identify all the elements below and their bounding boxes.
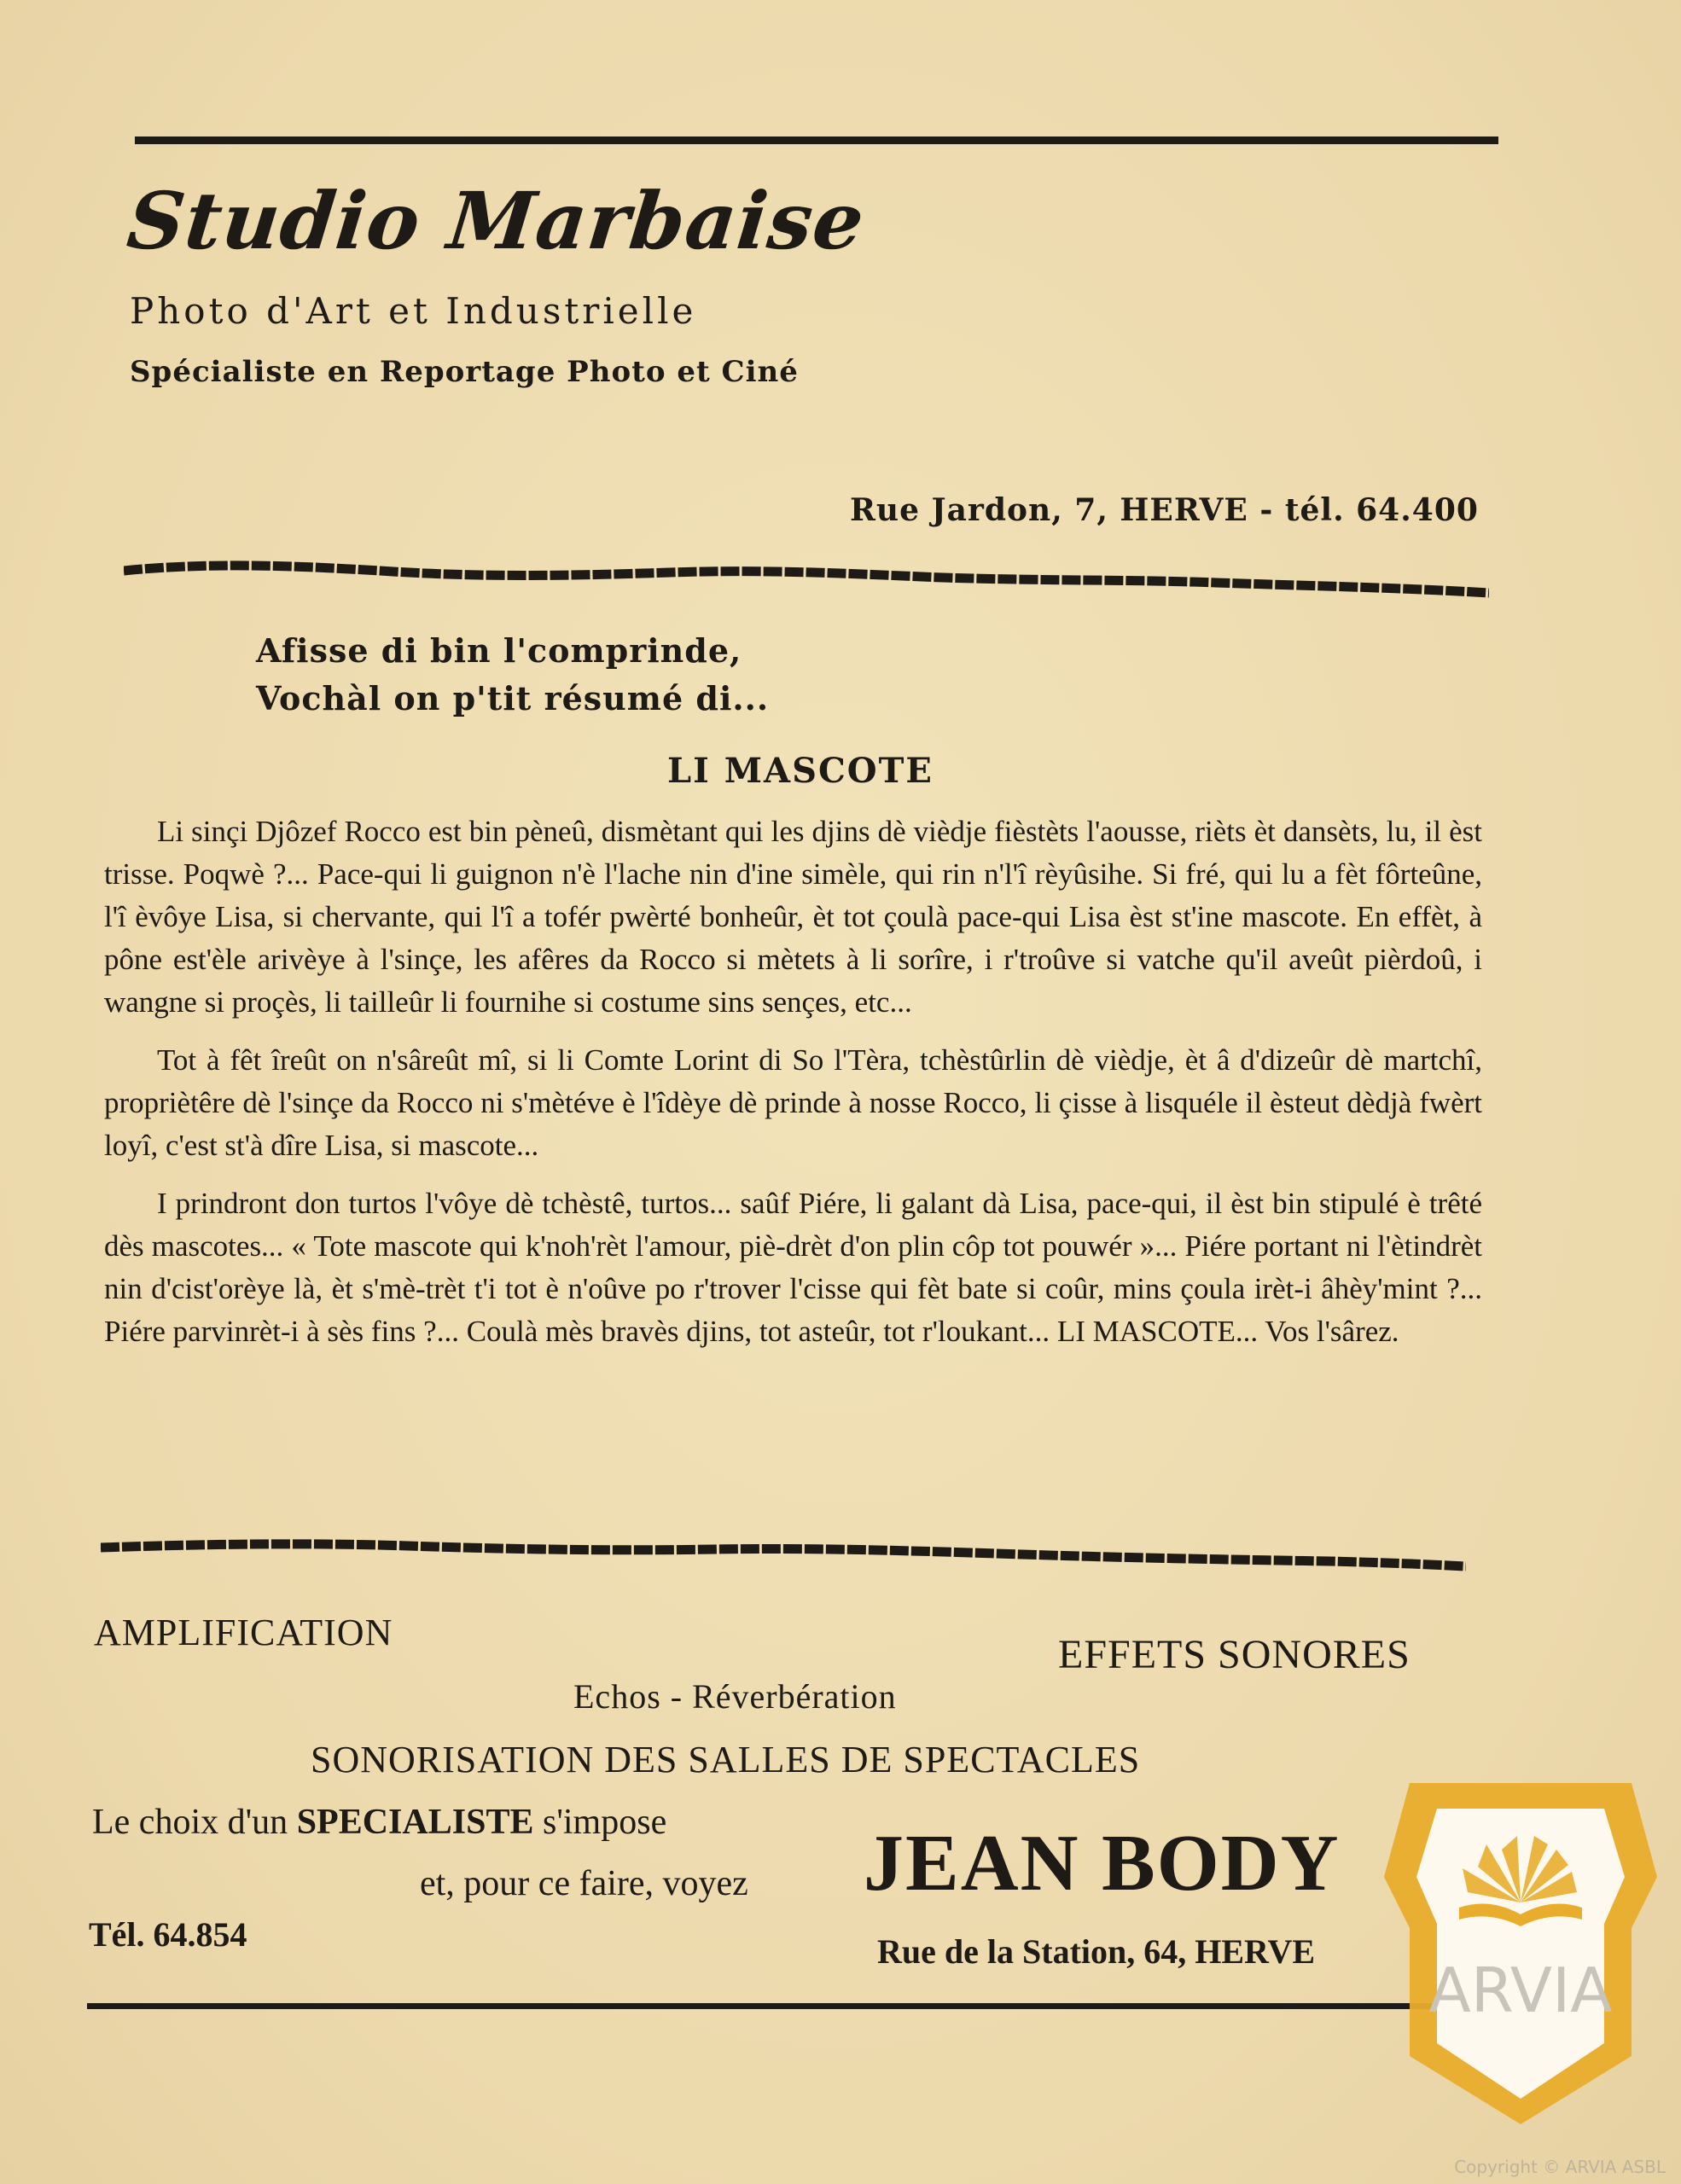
amplification-heading: AMPLIFICATION <box>94 1612 393 1653</box>
arvia-logo <box>1367 1783 1674 2124</box>
sound-phone: Tél. 64.854 <box>89 1915 247 1954</box>
studio-name: Studio Marbaise <box>123 175 870 267</box>
story-title: LI MASCOTE <box>667 751 934 791</box>
paragraph-1: Li sinçi Djôzef Rocco est bin pèneû, dismètant qui les djins dè vièdje fièstèts l'aousse, rièts èt dansèts, lu, il èst trisse. Poqwè ?... Pace-qui li guignon n'è l'lache nin d'ine simèle, qui rin n'l'î rèyûsihe. Si fré, qui lu a fèt fôrteûne, l'î èvôye Lisa, si chervante, qui l'î a tofér pwèrté bonheûr, èt tot çoulà pace-qui Lisa èst st'ine mascote. En effèt, à pône est'èle arivèye à l'sinçe, les afêres da Rocco si mètets à li sorîre, i r'troûve si vatche qu'il aveût pièrdoû, i wangne si proçès, li tailleûr li fournihe si costume sins sençes, etc... <box>104 815 1482 1019</box>
copyright-note: Copyright © ARVIA ASBL <box>1454 2157 1666 2177</box>
paragraph-2: Tot à fêt îreût on n'sâreût mî, si li Comte Lorint di So l'Tèra, tchèstûrlin dè vièdje, èt â d'dizeûr dè martchî, propriètêre dè l'sinçe da Rocco ni s'mètéve è l'îdèye dè prinde à nosse Rocco, li çisse à lisquéle il èsteut dèdjà fwèrt loyî, c'est st'à dîre Lisa, si mascote... <box>104 1043 1482 1162</box>
studio-address: Rue Jardon, 7, HERVE - tél. 64.400 <box>850 492 1479 528</box>
studio-specialty: Spécialiste en Reportage Photo et Ciné <box>130 355 799 389</box>
specialist-word: SPECIALISTE <box>296 1803 534 1842</box>
story-body <box>104 810 1482 1368</box>
echos-line: Echos - Réverbération <box>573 1677 897 1716</box>
sound-address: Rue de la Station, 64, HERVE <box>877 1932 1316 1971</box>
specialist-line <box>92 1802 666 1843</box>
effets-sonores-heading: EFFETS SONORES <box>1058 1632 1411 1677</box>
wavy-divider-bottom <box>101 1536 1466 1578</box>
studio-subtitle: Photo d'Art et Industrielle <box>130 290 697 332</box>
bottom-rule <box>87 2003 1447 2009</box>
sonorisation-line: SONORISATION DES SALLES DE SPECTACLES <box>311 1739 1141 1780</box>
specialist-prefix: Le choix d'un <box>92 1803 297 1842</box>
wavy-divider-top <box>124 559 1489 601</box>
top-rule <box>135 136 1498 144</box>
jean-body-name: JEAN BODY <box>864 1819 1341 1908</box>
voyez-line: et, pour ce faire, voyez <box>420 1864 748 1903</box>
paragraph-3: I prindront don turtos l'vôye dè tchèstê, turtos... saûf Piére, li galant dà Lisa, pace-qui, il èst bin stipulé è trêté dès mascotes... « Tote mascote qui k'noh'rèt l'amour, piè-drèt d'on plin côp tot pouwér »... Piére portant ni l'ètindrèt nin d'cist'orèye là, èt s'mè-trèt t'i tot è n'oûve po r'trover l'cisse qui fèt bate si coûr, mins çoula irèt-i âhèy'mint ?... Piére parvinrèt-i à sès fins ?... Coulà mès bravès djins, tot asteûr, tot r'loukant... LI MASCOTE... Vos l'sârez. <box>104 1187 1482 1348</box>
intro-line-1: Afisse di bin l'comprinde, <box>256 631 742 670</box>
specialist-suffix: s'impose <box>533 1803 667 1842</box>
arvia-logo-text: ARVIA <box>1428 1955 1613 2026</box>
intro-line-2: Vochàl on p'tit résumé di... <box>256 679 770 717</box>
